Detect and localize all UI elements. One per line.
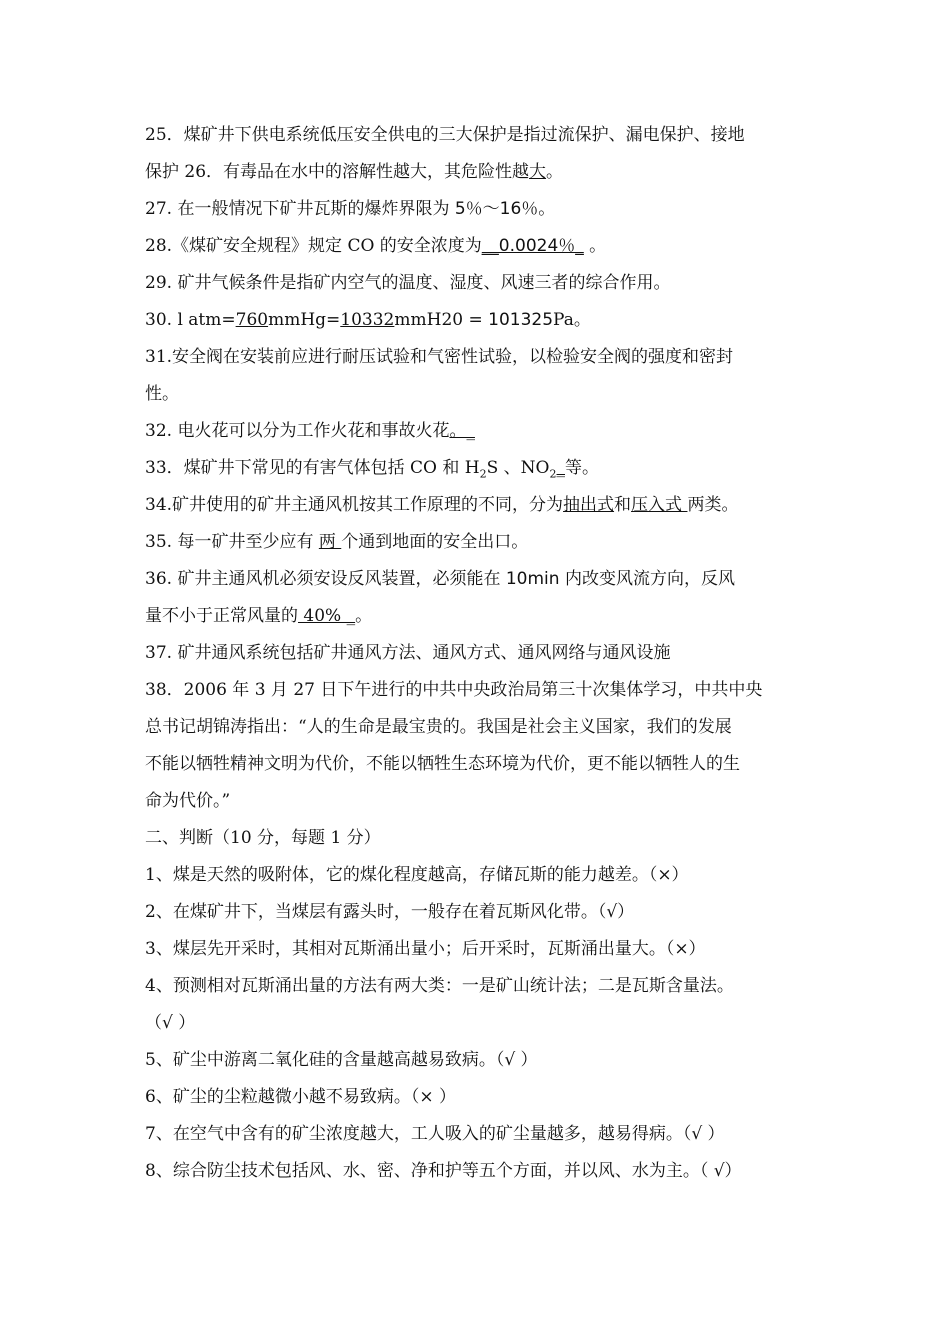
answer-text: 压入式 bbox=[631, 495, 688, 515]
text-line bbox=[145, 228, 810, 265]
text-segment: 30. l atm= bbox=[145, 310, 236, 330]
text-segment: 28.《煤矿安全规程》规定 CO 的安全浓度为 bbox=[145, 236, 482, 256]
text-segment: 总书记胡锦涛指出：“人的生命是最宝贵的。我国是社会主义国家，我们的发展 bbox=[145, 717, 732, 737]
text-line bbox=[145, 672, 810, 709]
answer-text: 两 bbox=[318, 532, 342, 552]
text-line bbox=[145, 820, 810, 857]
text-segment: 。 bbox=[355, 606, 373, 626]
text-line bbox=[145, 1005, 810, 1042]
text-segment: 37. 矿井通风系统包括矿井通风方法、通风方式、通风网络与通风设施 bbox=[145, 643, 671, 663]
text-segment: 101325 bbox=[488, 310, 554, 330]
text-segment: 命为代价。” bbox=[145, 791, 231, 811]
subscript: 2 bbox=[549, 467, 557, 481]
text-line bbox=[145, 894, 810, 931]
text-segment: 量不小于正常风量的 bbox=[145, 606, 298, 626]
text-line bbox=[145, 413, 810, 450]
text-line bbox=[145, 450, 810, 487]
text-segment: 1、煤是天然的吸附体，它的煤化程度越高，存储瓦斯的能力越差。（×） bbox=[145, 865, 689, 885]
text-segment: 29. 矿井气候条件是指矿内空气的温度、湿度、风速三者的综合作用。 bbox=[145, 273, 671, 293]
text-line bbox=[145, 302, 810, 339]
answer-text: 。_ bbox=[449, 421, 475, 441]
text-segment: mmH20 = bbox=[394, 310, 489, 330]
subscript: 2 bbox=[479, 467, 487, 481]
answer-text: 抽出式 bbox=[563, 495, 615, 515]
text-line bbox=[145, 598, 810, 635]
text-line bbox=[145, 487, 810, 524]
text-segment: 10min bbox=[505, 569, 560, 589]
text-line bbox=[145, 635, 810, 672]
text-segment: 内改变风流方向，反风 bbox=[559, 569, 735, 589]
text-line bbox=[145, 524, 810, 561]
text-segment: 33．煤矿井下常见的有害气体包括 CO 和 H bbox=[145, 458, 480, 478]
text-segment: 2、在煤矿井下，当煤层有露头时，一般存在着瓦斯风化带。（√） bbox=[145, 902, 635, 922]
text-segment: Pa。 bbox=[553, 310, 591, 330]
text-line bbox=[145, 746, 810, 783]
text-line bbox=[145, 117, 810, 154]
answer-text: 10332 bbox=[340, 310, 395, 330]
document-body bbox=[145, 117, 810, 1190]
text-segment: 31.安全阀在安装前应进行耐压试验和气密性试验，以检验安全阀的强度和密封 bbox=[145, 347, 734, 367]
text-segment: 27. 在一般情况下矿井瓦斯的爆炸界限为 bbox=[145, 199, 455, 219]
text-segment: 二、判断（10 分，每题 1 分） bbox=[145, 828, 381, 848]
text-segment: 性。 bbox=[145, 384, 179, 404]
text-segment: 7、在空气中含有的矿尘浓度越大，工人吸入的矿尘量越多，越易得病。（√ ） bbox=[145, 1124, 725, 1144]
text-line bbox=[145, 1042, 810, 1079]
text-segment: 6、矿尘的尘粒越微小越不易致病。（× ） bbox=[145, 1087, 456, 1107]
text-line bbox=[145, 376, 810, 413]
text-segment: 8、综合防尘技术包括风、水、密、净和护等五个方面，并以风、水为主。（ √） bbox=[145, 1161, 742, 1181]
text-line bbox=[145, 1153, 810, 1190]
text-segment: 等。 bbox=[565, 458, 599, 478]
answer-text: 40% _ bbox=[298, 606, 356, 626]
text-line bbox=[145, 783, 810, 820]
answer-text: 760 bbox=[235, 310, 269, 330]
text-segment: 。 bbox=[583, 236, 607, 256]
text-line bbox=[145, 931, 810, 968]
answer-text: __0.0024％_ bbox=[481, 236, 584, 256]
text-line bbox=[145, 561, 810, 598]
text-segment: 35. 每一矿井至少应有 bbox=[145, 532, 319, 552]
text-segment: 36. 矿井主通风机必须安设反风装置，必须能在 bbox=[145, 569, 506, 589]
text-segment: 保护 26．有毒品在水中的溶解性越大，其危险性越 bbox=[145, 162, 530, 182]
text-segment: 。 bbox=[538, 199, 556, 219]
text-segment: S 、NO bbox=[486, 458, 550, 478]
text-line bbox=[145, 191, 810, 228]
text-segment: 两类。 bbox=[687, 495, 739, 515]
text-segment: 32. 电火花可以分为工作火花和事故火花 bbox=[145, 421, 450, 441]
text-segment: mmHg= bbox=[268, 310, 341, 330]
text-segment: 34.矿井使用的矿井主通风机按其工作原理的不同，分为 bbox=[145, 495, 564, 515]
text-segment: 。 bbox=[546, 162, 564, 182]
text-line bbox=[145, 339, 810, 376]
text-segment: 5％～16％ bbox=[454, 199, 539, 219]
answer-text: 大 bbox=[529, 162, 547, 182]
text-segment: 3、煤层先开采时，其相对瓦斯涌出量小；后开采时，瓦斯涌出量大。（×） bbox=[145, 939, 706, 959]
text-segment: 25．煤矿井下供电系统低压安全供电的三大保护是指过流保护、漏电保护、接地 bbox=[145, 125, 745, 145]
text-segment: 5、矿尘中游离二氧化硅的含量越高越易致病。（√ ） bbox=[145, 1050, 538, 1070]
text-line bbox=[145, 154, 810, 191]
text-line bbox=[145, 1079, 810, 1116]
text-segment: 38．2006 年 3 月 27 日下午进行的中共中央政治局第三十次集体学习，中共中央 bbox=[145, 680, 763, 700]
text-line bbox=[145, 857, 810, 894]
text-line bbox=[145, 709, 810, 746]
text-segment: （√ ） bbox=[145, 1013, 196, 1033]
text-segment: 和 bbox=[614, 495, 632, 515]
text-line bbox=[145, 968, 810, 1005]
text-segment: 不能以牺牲精神文明为代价，不能以牺牲生态环境为代价，更不能以牺牲人的生 bbox=[145, 754, 740, 774]
text-line bbox=[145, 1116, 810, 1153]
text-segment: 个通到地面的安全出口。 bbox=[341, 532, 529, 552]
text-line bbox=[145, 265, 810, 302]
text-segment: 4、预测相对瓦斯涌出量的方法有两大类：一是矿山统计法；二是瓦斯含量法。 bbox=[145, 976, 734, 996]
answer-text: _ bbox=[556, 458, 565, 478]
